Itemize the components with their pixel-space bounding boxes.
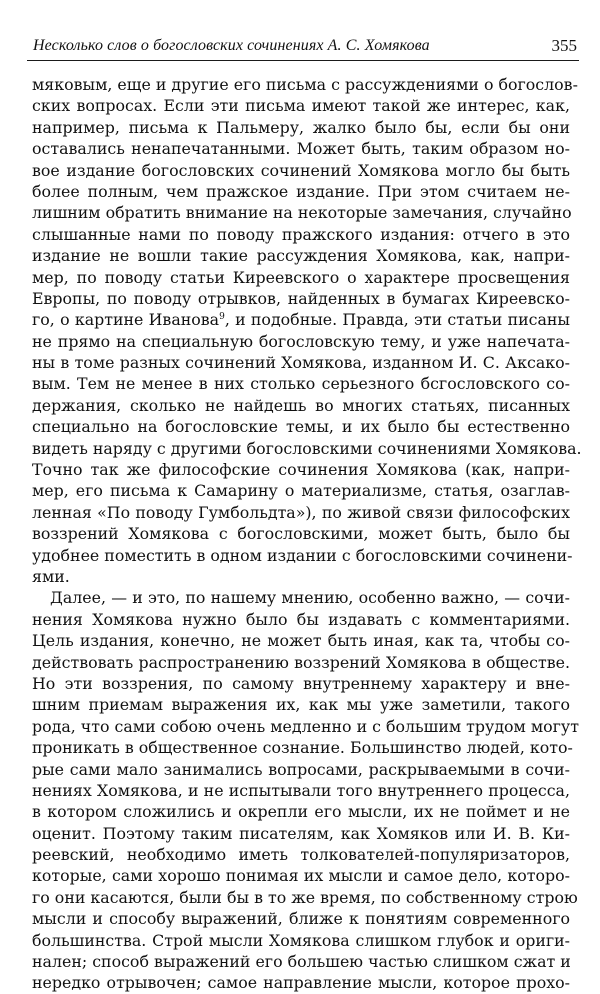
- text-line: нередко отрывочен; самое направление мысли, которое прохо-: [32, 973, 570, 993]
- text-line: мяковым, еще и другие его письма с рассуждениями о богослов-: [32, 75, 578, 94]
- text-line: лишним обратить внимание на некоторые замечания, случайно: [32, 203, 572, 223]
- text-line: го они касаются, были бы в то же время, по собственному строю: [32, 887, 578, 907]
- text-line: в котором сложились и окрепли его мысли, их не поймет и не: [32, 802, 570, 822]
- text-line: рые сами мало занимались вопросами, раскрываемыми в сочи-: [32, 759, 570, 779]
- text-line: не прямо на специальную богословскую тему, и уже напечата-: [32, 331, 570, 351]
- text-line: например, письма к Пальмеру, жалко было бы, если бы они: [32, 117, 570, 137]
- text-line: которые, сами хорошо понимая их мысли и самое дело, которо-: [32, 866, 570, 886]
- body-text: [32, 74, 582, 994]
- text-line: рода, что сами собою очень медленно и с большим трудом могут: [32, 716, 579, 736]
- text-line: слышанные нами по поводу пражского издания: отчего в это: [32, 224, 570, 244]
- text-line: вое издание богословских сочинений Хомякова могло бы быть: [32, 160, 570, 180]
- text-line: шним приемам выражения их, как мы уже заметили, такого: [32, 695, 570, 715]
- footnote-marker: 9: [219, 312, 225, 323]
- text-line: Европы, по поводу отрывков, найденных в бумагах Киреевско-: [32, 288, 570, 308]
- text-line: нален; способ выражений его большею частью слишком сжат и: [32, 952, 571, 972]
- text-line: мер, его письма к Самарину о материализме, статья, озаглав-: [32, 481, 570, 501]
- text-line: действовать распространению воззрений Хомякова в обществе.: [32, 652, 570, 672]
- text-line: более полным, чем пражское издание. При этом считаем не-: [32, 181, 570, 201]
- text-line: нения Хомякова нужно было бы издавать с комментариями.: [32, 609, 570, 629]
- text-line: воззрений Хомякова с богословскими, может быть, было бы: [32, 524, 570, 544]
- text-line-indented: Далее, — и это, по нашему мнению, особенно важно, — сочи-: [50, 588, 570, 608]
- text-line: издание не вошли такие рассуждения Хомякова, как, напри-: [32, 246, 570, 266]
- running-head: [27, 36, 579, 61]
- text-line: Но эти воззрения, по самому внутреннему характеру и вне-: [32, 673, 570, 693]
- text-line: вым. Тем не менее в них столько серьезного бсгословского со-: [32, 374, 570, 394]
- page-number: 355: [551, 36, 577, 55]
- text-line: оценит. Поэтому таким писателям, как Хомяков или И. В. Ки-: [32, 823, 570, 843]
- text-line: мысли и способу выражений, ближе к понятиям современного: [32, 909, 570, 929]
- text-line: видеть наряду с другими богословскими сочинениями Хомякова.: [32, 438, 582, 458]
- text-line: реевский, необходимо иметь толкователей-популяризаторов,: [32, 845, 570, 865]
- text-line: держания, сколько не найдешь во многих статьях, писанных: [32, 395, 570, 415]
- text-segment: го, о картине Иванова: [32, 310, 220, 330]
- text-line: мер, по поводу статьи Киреевского о характере просвещения: [32, 267, 570, 287]
- text-line-with-footnote: [32, 309, 570, 330]
- text-line: проникать в общественное сознание. Большинство людей, кото-: [32, 738, 573, 758]
- text-line: нениях Хомякова, и не испытывали того внутреннего процесса,: [32, 780, 570, 800]
- text-line: удобнее поместить в одном издании с богословскими сочинени-: [32, 545, 573, 565]
- text-line: специально на богословские темы, и их было бы естественно: [32, 417, 570, 437]
- text-line: Цель издания, конечно, не может быть иная, как та, чтобы со-: [32, 631, 570, 651]
- text-line: ленная «По поводу Гумбольдта»), по живой связи философских: [32, 502, 570, 522]
- text-line: оставались ненапечатанными. Может быть, таким образом но-: [32, 139, 570, 159]
- running-head-title: Несколько слов о богословских сочинениях А. С. Хомякова: [33, 37, 430, 54]
- text-line: большинства. Строй мысли Хомякова слишком глубок и ориги-: [32, 930, 570, 950]
- text-line: ны в томе разных сочинений Хомякова, изданном И. С. Аксако-: [32, 353, 570, 373]
- text-line: ских вопросах. Если эти письма имеют такой же интерес, как,: [32, 96, 570, 116]
- text-segment: , и подобные. Правда, эти статьи писаны: [224, 310, 570, 330]
- text-line: ями.: [32, 566, 70, 586]
- text-line: Точно так же философские сочинения Хомякова (как, напри-: [32, 460, 570, 480]
